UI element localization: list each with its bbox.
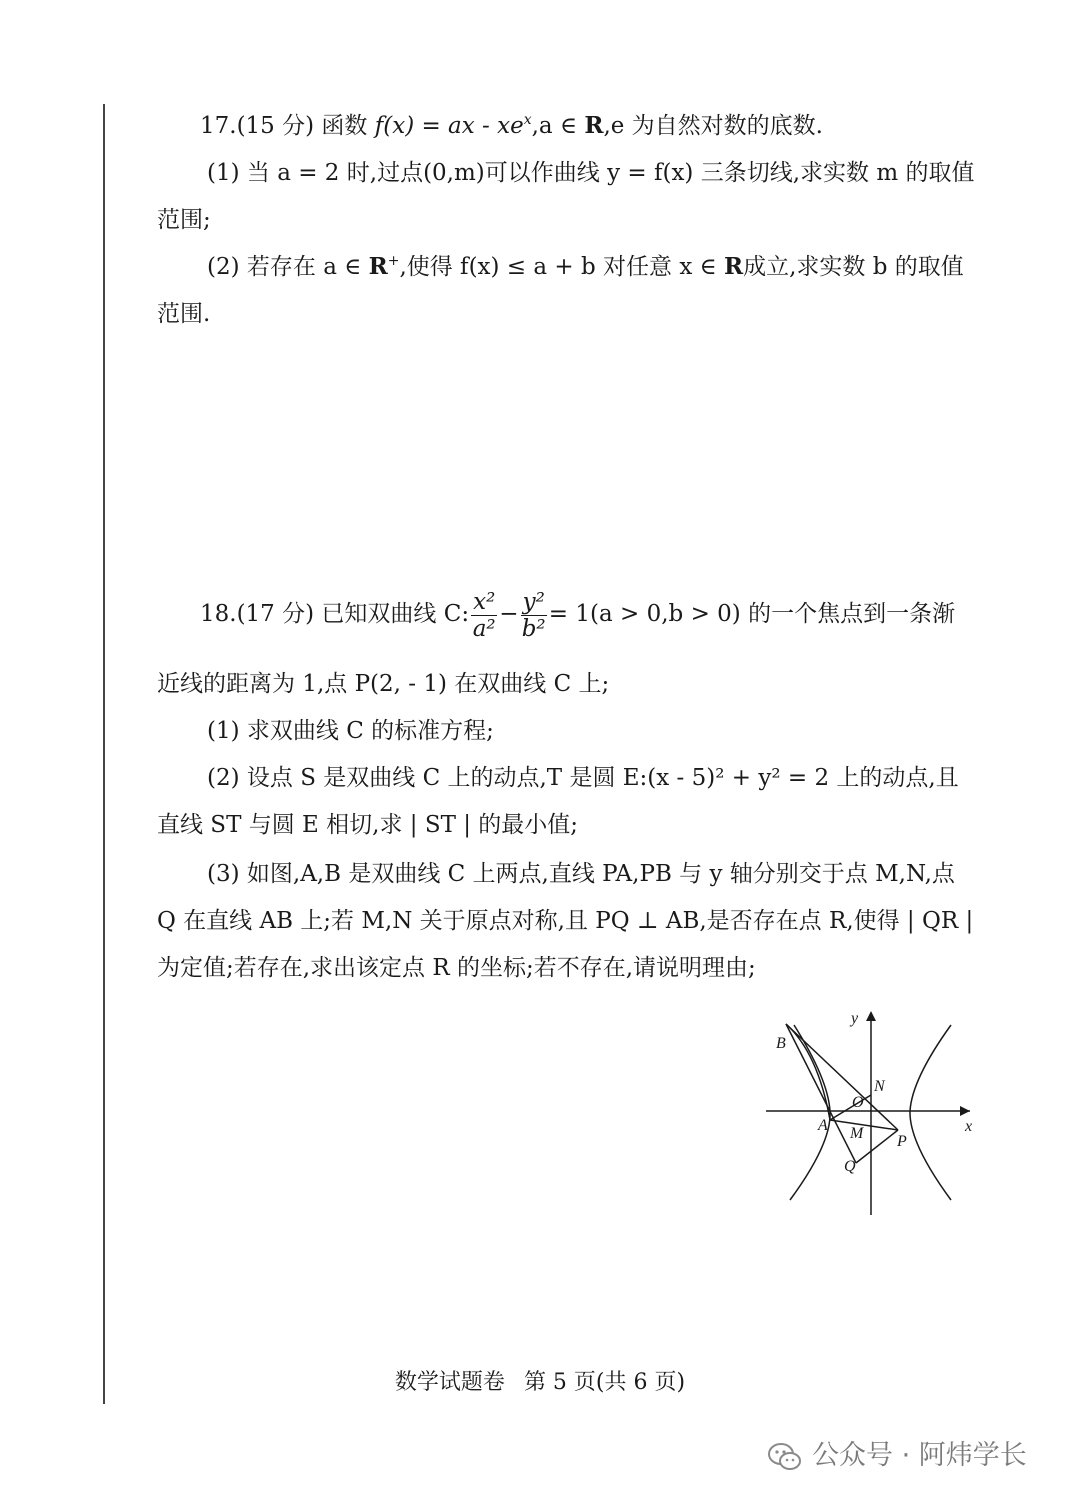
watermark xyxy=(768,1434,1027,1478)
watermark-text: 公众号 · 阿炜学长 xyxy=(812,1440,1027,1471)
q17-stem: 17.(15 分) 函数 f(x) = ax - $xe^x,a$ ∈ R,e 为自然对数的底数. xyxy=(200,112,823,139)
label-x: x xyxy=(965,1118,973,1135)
label-A: A xyxy=(818,1117,828,1134)
label-M: M xyxy=(850,1125,864,1142)
q18-part2: (2) 设点 S 是双曲线 C 上的动点,T 是圆 E:(x - 5)² + y² = 2 上的动点,且 xyxy=(207,765,959,791)
q17-part1: (1) 当 a = 2 时,过点(0,m)可以作曲线 y = f(x) 三条切线,求实数 m 的取值 xyxy=(207,160,975,186)
q18-part3-cont2: 为定值;若存在,求出该定点 R 的坐标;若不存在,请说明理由; xyxy=(157,955,756,981)
footer-title: 数学试题卷 xyxy=(394,1370,505,1395)
label-N: N xyxy=(874,1078,885,1095)
label-P: P xyxy=(897,1133,907,1150)
line-BP xyxy=(786,1024,898,1130)
hyperbola-figure xyxy=(758,1003,988,1228)
wechat-icon xyxy=(768,1442,802,1472)
footer-page: 第 5 页(共 6 页) xyxy=(523,1370,686,1395)
line-BQ xyxy=(786,1024,856,1163)
page-footer xyxy=(0,1368,1080,1398)
hyperbola-right-branch xyxy=(910,1025,951,1200)
q17-part2: (2) 若存在 a ∈ R+,使得 f(x) ≤ a + b 对任意 x ∈ R成立,求实数 b 的取值 xyxy=(207,253,964,280)
fraction-x2-a2: $\frac{\text{x²}}{\text{a²}}$ xyxy=(472,588,496,642)
q18-part3: (3) 如图,A,B 是双曲线 C 上两点,直线 PA,PB 与 y 轴分别交于点 M,N,点 xyxy=(207,861,955,887)
q17-part1-cont: 范围; xyxy=(157,207,211,233)
label-Q: Q xyxy=(844,1158,856,1175)
line-AN xyxy=(830,1095,871,1120)
q17-part2-cont: 范围. xyxy=(157,301,211,327)
label-B: B xyxy=(776,1035,786,1052)
q18-part2-cont: 直线 ST 与圆 E 相切,求 | ST | 的最小值; xyxy=(157,812,579,838)
y-axis-arrow xyxy=(866,1011,876,1021)
hyperbola-left-branch xyxy=(790,1025,830,1200)
q18-part3-cont1: Q 在直线 AB 上;若 M,N 关于原点对称,且 PQ ⊥ AB,是否存在点 R,使得 | QR | xyxy=(157,908,974,934)
q18-stem: 18.(17 分) 已知双曲线 C: $\frac{\text{x²}}{\text{a²}}$ − $\frac{\text{y²}}{\text{b²}}$ = 1(a > 0,b > 0) 的一个焦点到一条渐 xyxy=(200,588,956,642)
label-O: O xyxy=(852,1094,864,1111)
q18-part1: (1) 求双曲线 C 的标准方程; xyxy=(207,718,494,744)
fraction-y2-b2: $\frac{\text{y²}}{\text{b²}}$ xyxy=(521,588,546,642)
line-AP xyxy=(830,1120,898,1130)
margin-line xyxy=(103,104,105,1404)
q18-stem-cont: 近线的距离为 1,点 P(2, - 1) 在双曲线 C 上; xyxy=(157,671,610,697)
x-axis-arrow xyxy=(960,1106,970,1116)
label-y: y xyxy=(851,1010,859,1027)
